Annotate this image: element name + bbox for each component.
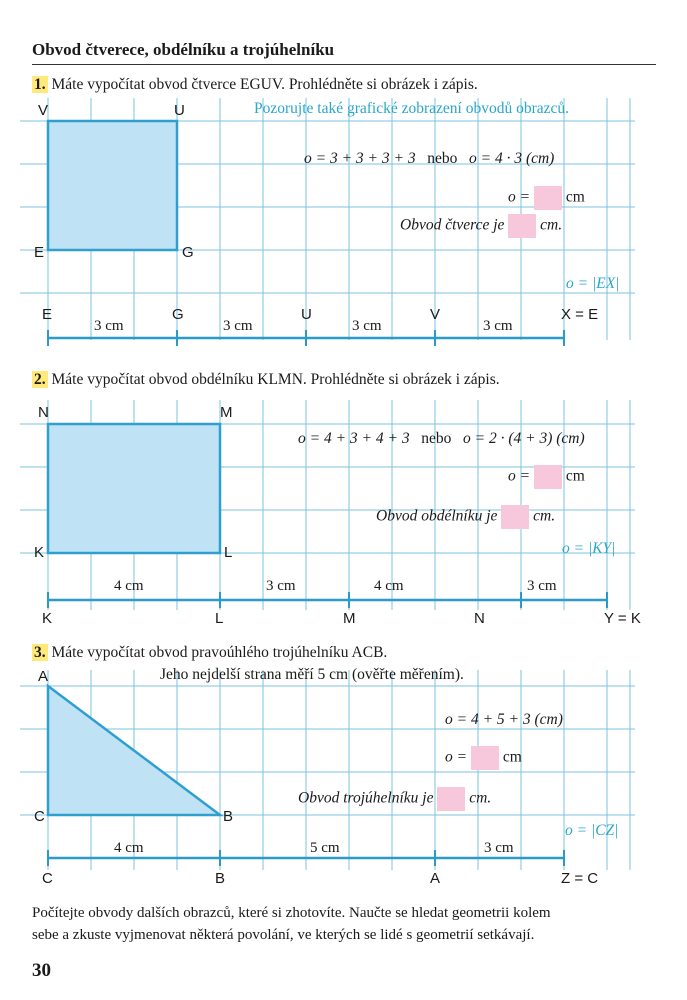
line2-label-K: K (42, 610, 53, 627)
nebo-1: nebo (427, 150, 458, 167)
line2-len-3: 4 cm (374, 578, 404, 594)
line2-label-M: M (343, 610, 356, 627)
line1-len-1: 3 cm (94, 318, 124, 334)
line3-label-B: B (215, 870, 226, 887)
task-2-number: 2. (34, 371, 46, 388)
rectangle-klmn (48, 424, 220, 553)
label-L: L (224, 544, 233, 561)
label-E: E (34, 244, 45, 261)
line2-len-4: 3 cm (527, 578, 557, 594)
square-eguv (48, 121, 177, 250)
line2-len-2: 3 cm (266, 578, 296, 594)
line2-len-1: 4 cm (114, 578, 144, 594)
cm-3: cm (502, 748, 522, 766)
line1-len-4: 3 cm (483, 318, 513, 334)
label-A: A (38, 668, 49, 685)
o-eq-2: o = (508, 467, 531, 485)
segment-1: o = |EX| (566, 275, 620, 292)
label-K: K (34, 544, 45, 561)
answer-box-2b[interactable] (501, 505, 529, 529)
nebo-2: nebo (421, 430, 452, 447)
task-1-hint: Pozorujte také grafické zobrazení obvodů obrazců. (254, 100, 570, 117)
task-3-text2: Jeho nejdelší strana měří 5 cm (ověřte měřením). (160, 666, 464, 683)
line2-label-N: N (474, 610, 485, 627)
title-rule (32, 64, 656, 65)
segment-3: o = |CZ| (565, 822, 619, 839)
segment-2: o = |KY| (562, 540, 616, 557)
page-number: 30 (32, 960, 51, 981)
answer-box-2a[interactable] (534, 465, 562, 489)
task-1-formula (304, 150, 554, 168)
task-2-formula (298, 430, 585, 448)
task-1-sentence-row (400, 214, 562, 238)
footer-line-1: Počítejte obvody dalších obrazců, které si zhotovíte. Naučte se hledat geometrii kolem (32, 905, 551, 921)
label-G: G (182, 244, 194, 261)
line3-label-A: A (430, 870, 441, 887)
task-3-number: 3. (34, 644, 46, 661)
task-1-text (32, 76, 478, 94)
o-eq-1: o = (508, 188, 531, 206)
cm-1: cm (565, 188, 585, 206)
line3-label-C: C (42, 870, 53, 887)
cm-it-1: cm. (540, 216, 563, 234)
task-3-text (32, 644, 387, 662)
task-2-answer-row (508, 465, 585, 489)
task-1-number: 1. (34, 76, 46, 93)
line3-len-3: 3 cm (484, 840, 514, 856)
answer-box-1a[interactable] (534, 186, 562, 210)
line2-label-L: L (215, 610, 224, 627)
sentence-2: Obvod obdélníku je (376, 507, 498, 525)
page-title: Obvod čtverece, obdélníku a trojúhelníku (32, 40, 335, 59)
line3-label-ZC: Z = C (561, 870, 599, 887)
line1-label-G: G (172, 306, 184, 323)
task-2-text (32, 371, 500, 389)
answer-box-1b[interactable] (508, 214, 536, 238)
line1-label-XE: X = E (561, 306, 599, 323)
formula-3: o = 4 + 5 + 3 (cm) (445, 711, 563, 728)
task-2-instruction: Máte vypočítat obvod obdélníku KLMN. Prohlédněte si obrázek i zápis. (51, 371, 500, 388)
line2-label-YK: Y = K (604, 610, 641, 627)
cm-2: cm (565, 467, 585, 485)
formula-1a: o = 3 + 3 + 3 + 3 (304, 150, 416, 167)
label-N: N (38, 404, 49, 421)
label-U: U (174, 102, 185, 119)
task-3-sentence-row (298, 787, 491, 811)
cm-it-3: cm. (469, 789, 492, 807)
formula-1b: o = 4 · 3 (cm) (468, 150, 555, 167)
line1-label-U: U (301, 306, 312, 323)
cm-it-2: cm. (533, 507, 556, 525)
answer-box-3a[interactable] (471, 746, 499, 770)
formula-2a: o = 4 + 3 + 4 + 3 (298, 430, 410, 447)
line3-len-2: 5 cm (310, 840, 340, 856)
sentence-1: Obvod čtverce je (400, 216, 505, 234)
sentence-3: Obvod trojúhelníku je (298, 789, 434, 807)
task-1-answer-row (508, 186, 585, 210)
footer-line-2: sebe a zkuste vyjmenovat některá povolání, ve kterých se lidé s geometrií setkávají. (32, 927, 535, 943)
formula-2b: o = 2 · (4 + 3) (cm) (462, 430, 585, 447)
line1-len-3: 3 cm (352, 318, 382, 334)
task-3-answer-row (445, 746, 522, 770)
line1-label-E: E (42, 306, 53, 323)
line1-label-V: V (430, 306, 441, 323)
label-M: M (220, 404, 233, 421)
line1-len-2: 3 cm (223, 318, 253, 334)
task-1-instruction: Máte vypočítat obvod čtverce EGUV. Prohlédněte si obrázek i zápis. (51, 76, 478, 93)
line3-len-1: 4 cm (114, 840, 144, 856)
label-C: C (34, 808, 45, 825)
task-2-sentence-row (376, 505, 555, 529)
label-B: B (223, 808, 234, 825)
task-3-instruction: Máte vypočítat obvod pravoúhlého trojúhelníku ACB. (51, 644, 388, 661)
answer-box-3b[interactable] (437, 787, 465, 811)
label-V: V (38, 102, 49, 119)
o-eq-3: o = (445, 748, 468, 766)
